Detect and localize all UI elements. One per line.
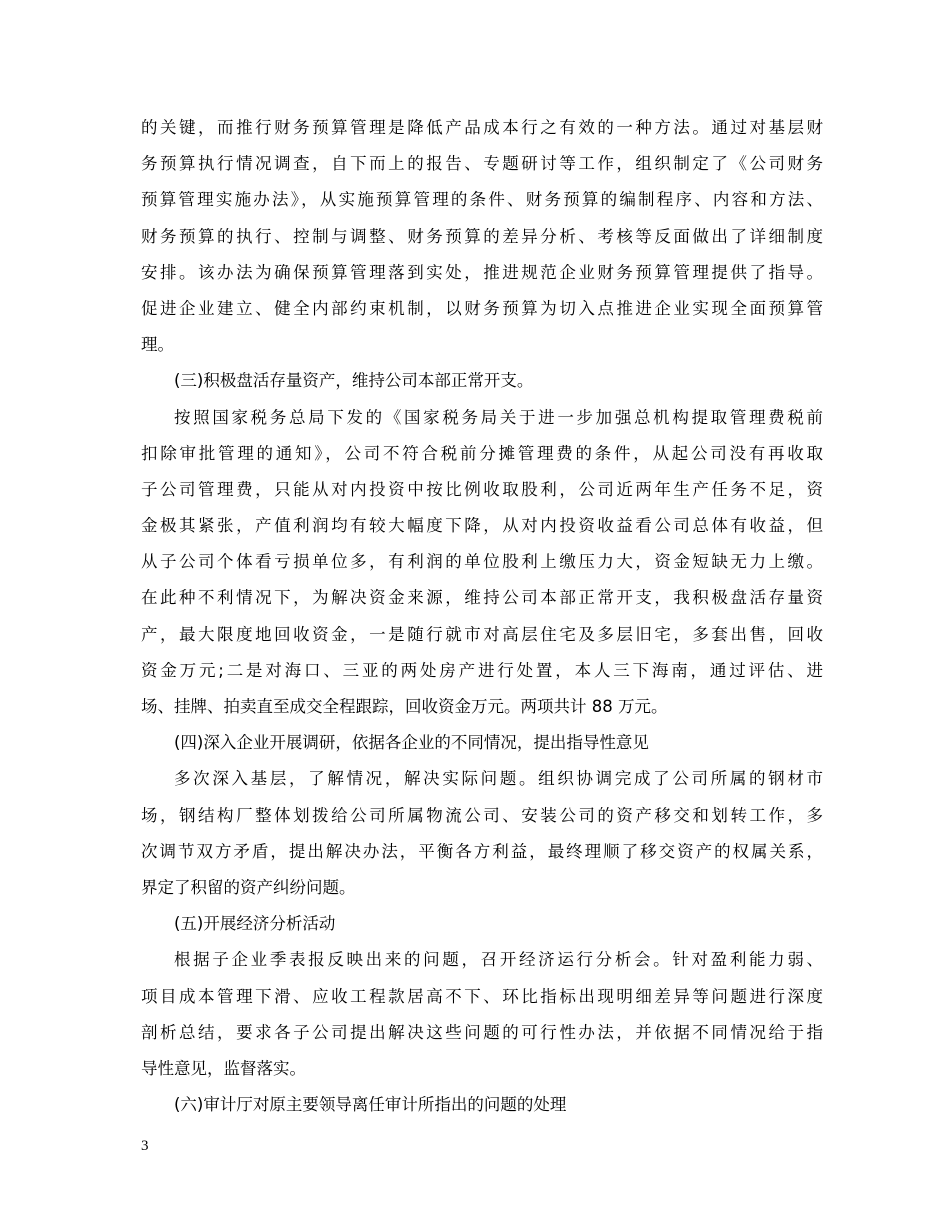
text-line: 产，最大限度地回收资金，一是随行就市对高层住宅及多层旧宅，多套出售，回收 (141, 624, 823, 644)
section-heading: (三)积极盘活存量资产，维持公司本部正常开支。 (174, 371, 534, 391)
page-number: 3 (141, 1138, 149, 1154)
text-line: 预算管理实施办法》，从实施预算管理的条件、财务预算的编制程序、内容和方法、 (141, 190, 823, 210)
text-line: 理。 (141, 335, 174, 355)
text-line: 促进企业建立、健全内部约束机制，以财务预算为切入点推进企业实现全面预算管 (141, 298, 823, 318)
text-line: 金极其紧张，产值利润均有较大幅度下降，从对内投资收益看公司总体有收益，但 (141, 516, 823, 536)
text-line: 项目成本管理下滑、应收工程款居高不下、环比指标出现明细差异等问题进行深度 (141, 986, 823, 1006)
section-heading: (五)开展经济分析活动 (174, 914, 336, 934)
text-line: 安排。该办法为确保预算管理落到实处，推进规范企业财务预算管理提供了指导。 (141, 262, 823, 282)
text-line: 扣除审批管理的通知》，公司不符合税前分摊管理费的条件，从起公司没有再收取 (141, 443, 823, 463)
text-line: 导性意见，监督落实。 (141, 1058, 306, 1078)
text-line: 多次深入基层，了解情况，解决实际问题。组织协调完成了公司所属的钢材市 (174, 769, 823, 789)
text-line: 场，钢结构厂整体划拨给公司所属物流公司、安装公司的资产移交和划转工作，多 (141, 805, 823, 825)
text-line: 从子公司个体看亏损单位多，有利润的单位股利上缴压力大，资金短缺无力上缴。 (141, 552, 823, 572)
text-line: 按照国家税务总局下发的《国家税务局关于进一步加强总机构提取管理费税前 (174, 407, 823, 427)
text-line: 次调节双方矛盾，提出解决办法，平衡各方利益，最终理顺了移交资产的权属关系， (141, 841, 823, 861)
text-line: 剖析总结，要求各子公司提出解决这些问题的可行性办法，并依据不同情况给于指 (141, 1022, 823, 1042)
body-text (141, 110, 823, 1123)
text-line: 根据子企业季表报反映出来的问题，召开经济运行分析会。针对盈利能力弱、 (174, 950, 823, 970)
section-heading: (四)深入企业开展调研，依据各企业的不同情况，提出指导性意见 (174, 733, 649, 753)
text-line: 在此种不利情况下，为解决资金来源，维持公司本部正常开支，我积极盘活存量资 (141, 588, 823, 608)
text-line: 子公司管理费，只能从对内投资中按比例收取股利，公司近两年生产任务不足，资 (141, 479, 823, 499)
text-line: 财务预算的执行、控制与调整、财务预算的差异分析、考核等反面做出了详细制度 (141, 226, 823, 246)
text-line: 务预算执行情况调查，自下而上的报告、专题研讨等工作，组织制定了《公司财务 (141, 154, 823, 174)
text-line: 资金万元;二是对海口、三亚的两处房产进行处置，本人三下海南，通过评估、进 (141, 660, 823, 680)
section-heading: (六)审计厅对原主要领导离任审计所指出的问题的处理 (174, 1095, 567, 1115)
text-line: 界定了积留的资产纠纷问题。 (141, 877, 356, 897)
text-line: 场、挂牌、拍卖直至成交全程跟踪，回收资金万元。两项共计 88 万元。 (141, 697, 668, 716)
text-line: 的关键，而推行财务预算管理是降低产品成本行之有效的一种方法。通过对基层财 (141, 118, 823, 137)
